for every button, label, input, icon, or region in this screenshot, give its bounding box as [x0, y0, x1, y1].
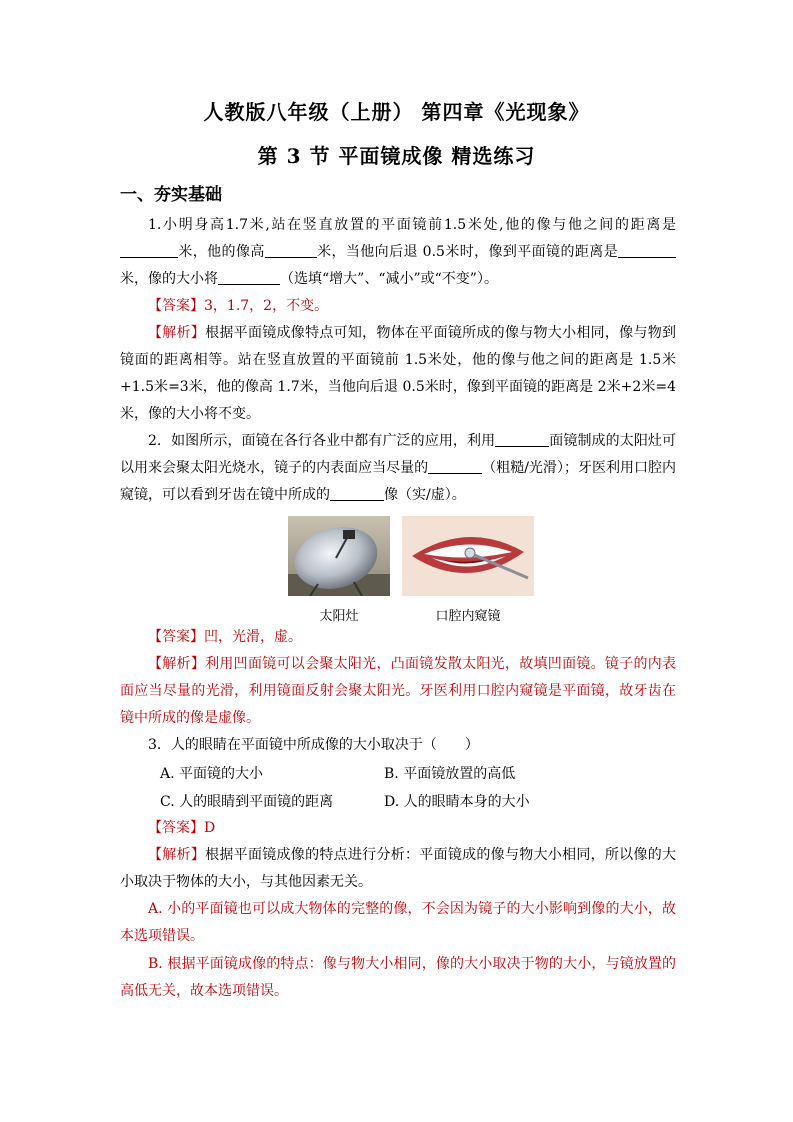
answer-blank — [428, 457, 482, 474]
analysis-tag: 【解析】 — [148, 847, 206, 863]
analysis-text: 利用凹面镜可以会聚太阳光，凸面镜发散太阳光，故填凹面镜。镜子的内表面应当尽量的光滑，利用镜面反射会聚太阳光。牙医利用口腔内窥镜是平面镜，故牙齿在镜中所成的像是虚像。 — [120, 656, 677, 726]
q2-text-2: 面镜制成的太阳灶可以用来会聚太阳光烧水，镜子的内表面应当尽量的 — [120, 433, 677, 476]
q2-text-1: 2．如图所示，面镜在各行各业中都有广泛的应用，利用 — [148, 433, 496, 449]
q1-analysis — [120, 320, 676, 428]
q2-answer — [120, 624, 676, 651]
q1-text-5: （选填“增大”、“减小”或“不变”）。 — [280, 271, 498, 287]
q2-text-3: （粗糙/光滑）；牙医利用口腔内窥镜，可以看到牙齿在镜中所成的 — [120, 460, 677, 503]
answer-tag: 【答案】 — [148, 298, 204, 314]
analysis-text: 根据平面镜成像特点可知，物体在平面镜所成的像与物大小相同，像与物到镜面的距离相等。站在竖直放置的平面镜前 1.5米处，他的像与他之间的距离是 1.5米+1.5米=3米，他的像高 1.7米，当他向后退 0.5米时，像到平面镜的距离是 2米+2米=4米，像的大小将不变。 — [120, 325, 677, 422]
answer-text: 3，1.7，2，不变。 — [204, 298, 329, 314]
note-b-text: B. 根据平面镜成像的特点：像与物大小相同，像的大小取决于物的大小，与镜放置的高低无关，故本选项错误。 — [120, 956, 676, 999]
analysis-text: 根据平面镜成像的特点进行分析：平面镜成的像与物大小相同，所以像的大小取决于物体的大小，与其他因素无关。 — [120, 847, 677, 890]
q1-text-1: 1.小明身高1.7米,站在竖直放置的平面镜前1.5米处,他的像与他之间的距离是 — [148, 217, 676, 233]
q3-note-b — [120, 951, 676, 1005]
document-title: 人教版八年级（上册） 第四章《光现象》 — [203, 100, 590, 124]
q1-text-4: 米，像的大小将 — [120, 271, 218, 287]
section-heading: 一、夯实基础 — [120, 185, 222, 205]
question-1 — [120, 212, 676, 293]
figure-caption-left: 太阳灶 — [319, 609, 359, 624]
analysis-tag: 【解析】 — [148, 656, 206, 672]
answer-blank — [495, 430, 549, 447]
option-c: C. 人的眼睛到平面镜的距离 — [160, 794, 334, 810]
q3-note-a: A. 小的平面镜也可以成大物体的完整的像，不会因为镜子的大小影响到像的大小，故本选项错误。 — [120, 901, 676, 944]
q3-stem: 3．人的眼睛在平面镜中所成像的大小取决于（ ） — [148, 737, 479, 753]
q2-text-4: 像（实/虚）。 — [384, 487, 466, 503]
q3-answer — [120, 815, 676, 842]
answer-tag: 【答案】 — [148, 820, 204, 836]
answer-blank — [218, 268, 280, 285]
figure-caption-right: 口腔内窥镜 — [435, 609, 501, 624]
answer-blank — [265, 241, 317, 258]
option-a: A. 平面镜的大小 — [160, 766, 264, 782]
q2-analysis — [120, 651, 676, 732]
question-3 — [120, 732, 676, 759]
dental-mirror-image — [402, 516, 534, 600]
option-b: B. 平面镜放置的高低 — [384, 766, 516, 782]
q1-text-3: 米，当他向后退 0.5米时，像到平面镜的距离是 — [316, 244, 619, 260]
answer-text: 凹，光滑，虚。 — [204, 629, 302, 645]
q3-analysis — [120, 842, 676, 896]
question-2 — [120, 428, 676, 509]
answer-text: D — [204, 820, 216, 836]
answer-blank — [120, 241, 178, 258]
answer-blank — [618, 241, 676, 258]
answer-tag: 【答案】 — [148, 629, 204, 645]
option-d: D. 人的眼睛本身的大小 — [384, 794, 530, 810]
q1-answer — [120, 293, 676, 320]
q1-text-2: 米，他的像高 — [178, 244, 265, 260]
document-subtitle: 第 3 节 平面镜成像 精选练习 — [257, 144, 536, 168]
solar-cooker-image — [288, 516, 390, 600]
answer-blank — [330, 484, 384, 501]
analysis-tag: 【解析】 — [148, 325, 206, 341]
